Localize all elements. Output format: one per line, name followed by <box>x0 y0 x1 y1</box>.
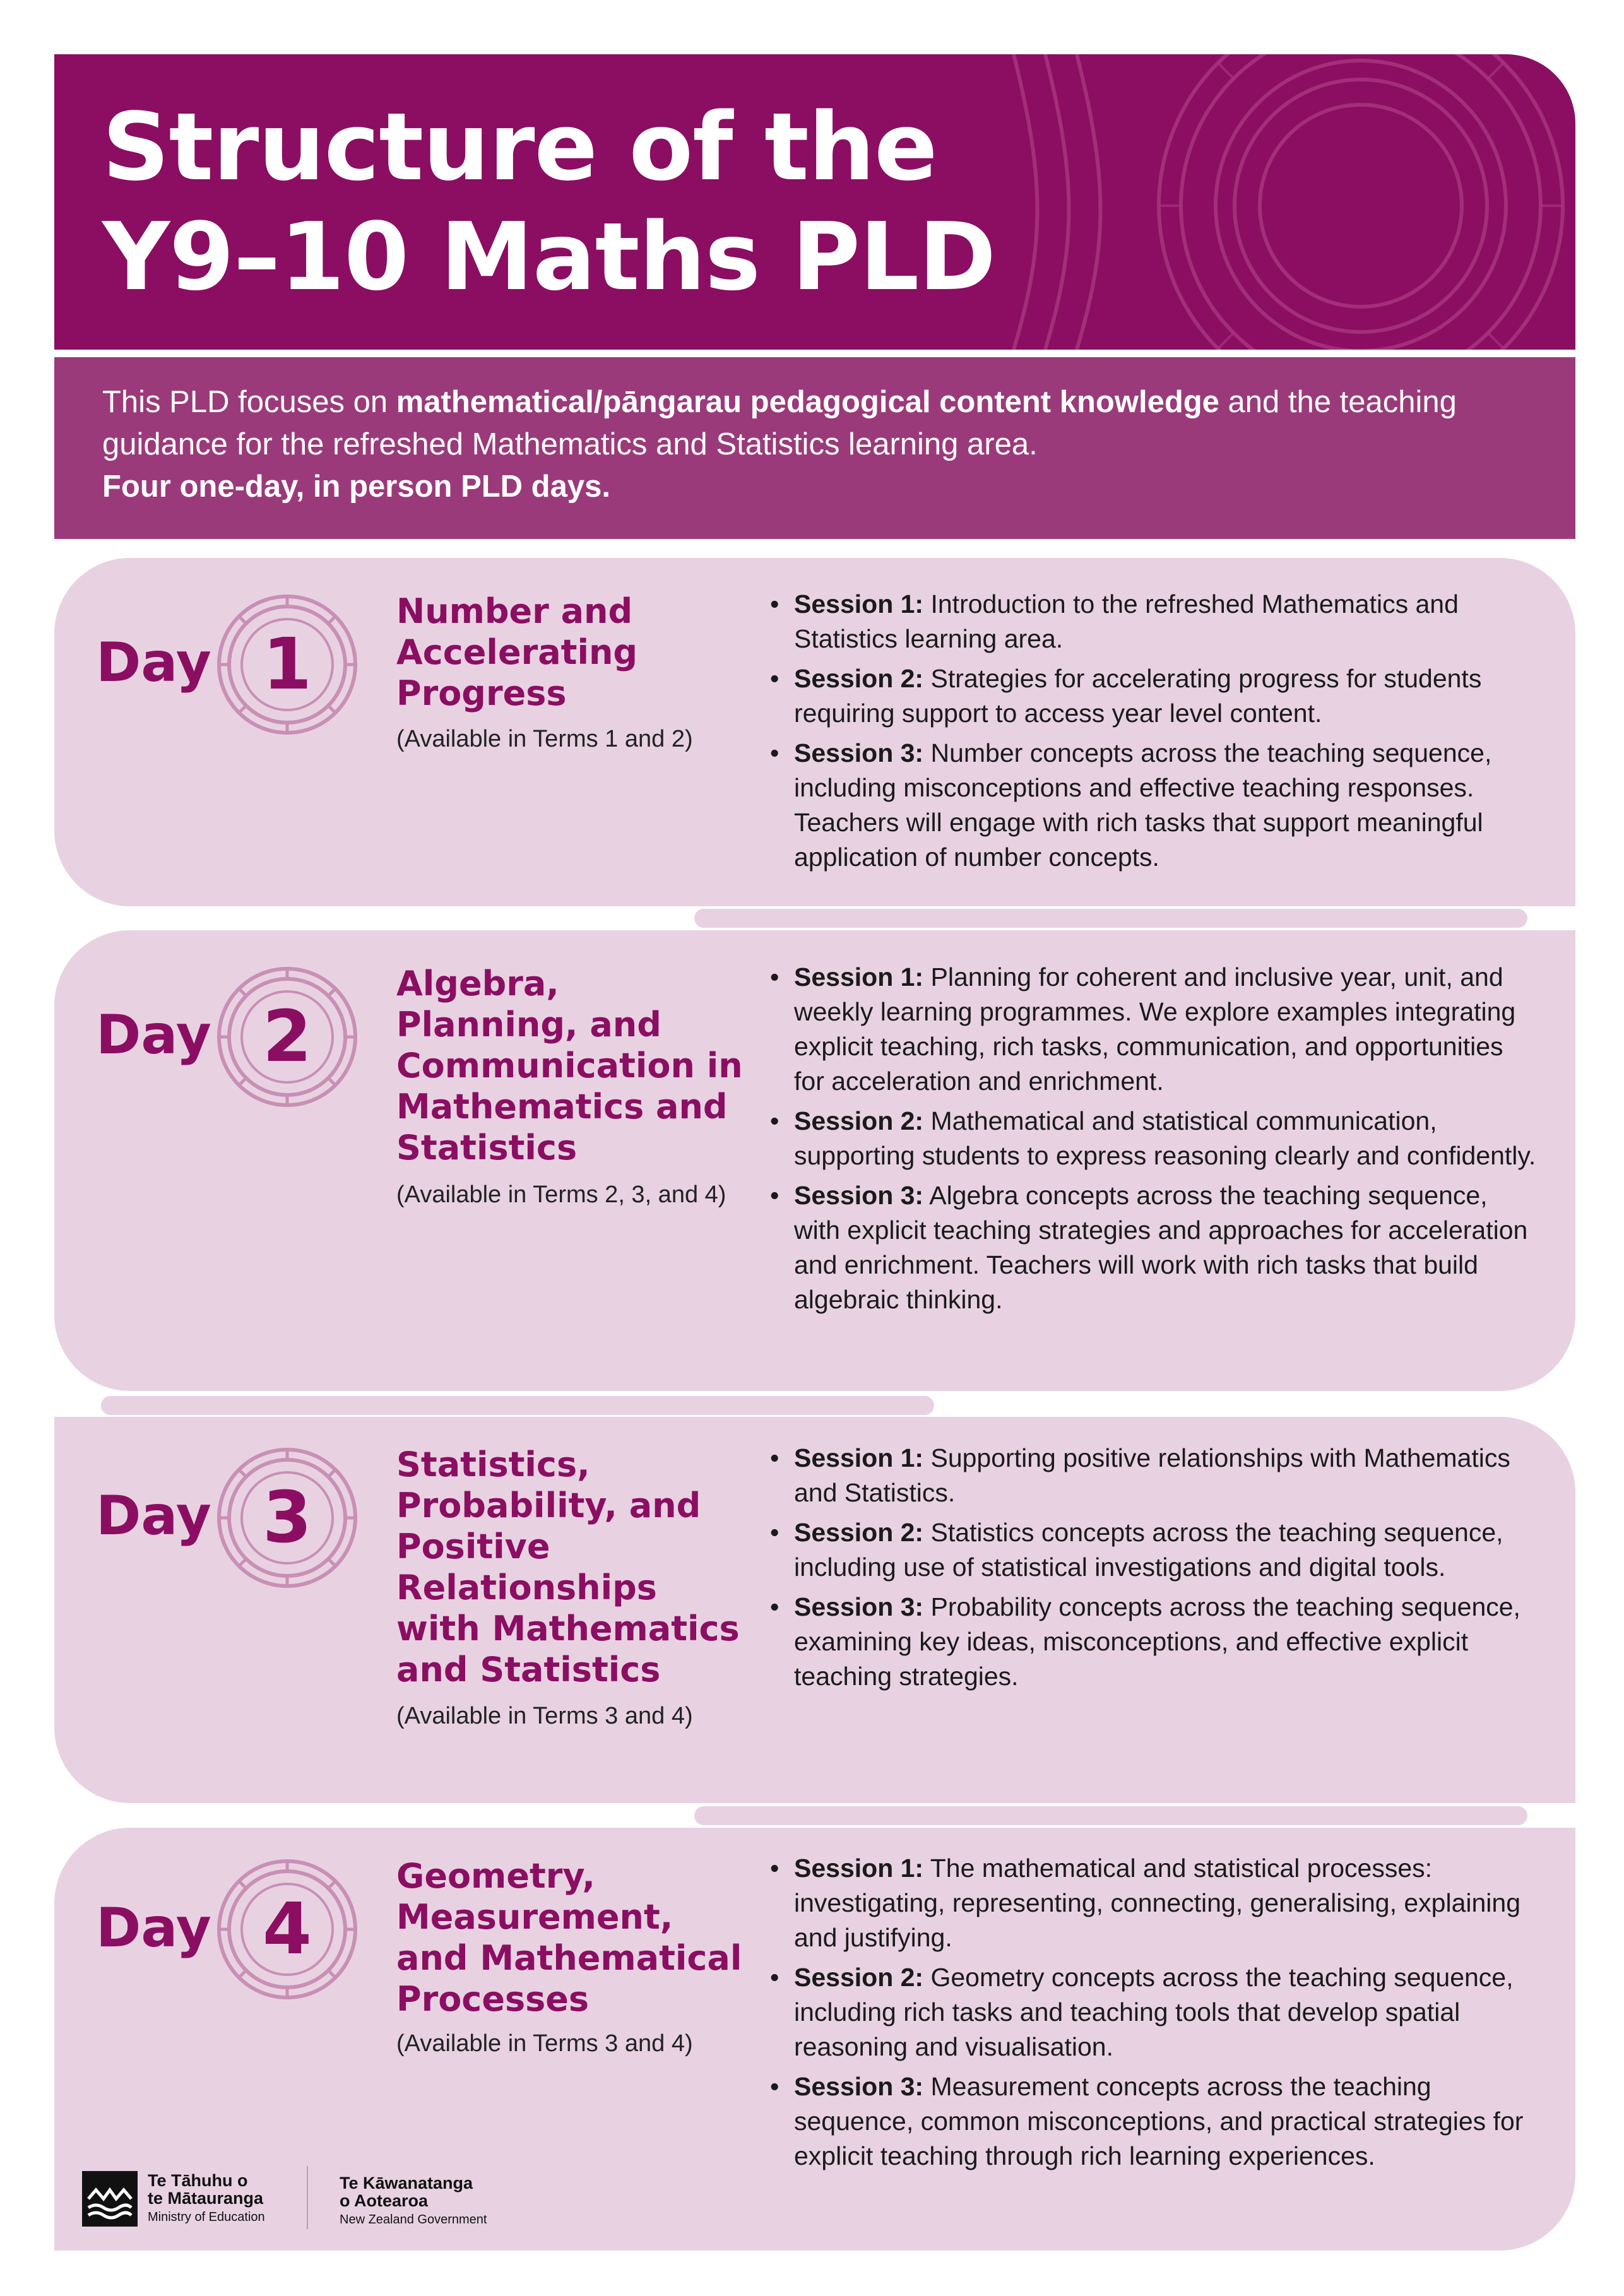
intro-bold-a: mathematical/pāngarau pedagogical content knowledge <box>396 385 1219 419</box>
ministry-line-2: te Mātauranga <box>148 2189 264 2208</box>
session-item <box>768 1851 1538 1955</box>
intro-text-b: and the teaching guidance for the refreshed Mathematics and Statistics learning area. <box>102 385 1457 461</box>
session-item <box>768 661 1538 731</box>
session-item <box>768 1590 1538 1694</box>
session-text: Introduction to the refreshed Mathematics and Statistics learning area. <box>794 589 1459 653</box>
day-label: Day <box>96 1484 211 1547</box>
session-item <box>768 1960 1538 2064</box>
page-title: Structure of the Y9–10 Maths PLD <box>102 93 996 311</box>
day-availability: (Available in Terms 2, 3, and 4) <box>396 1181 726 1208</box>
govt-line-2: o Aotearoa <box>340 2191 429 2210</box>
day-topic: Number and Accelerating Progress <box>396 591 638 713</box>
session-item <box>768 736 1538 875</box>
session-item <box>768 1515 1538 1585</box>
session-item <box>768 587 1538 656</box>
separator <box>694 1806 1527 1825</box>
day-number: 4 <box>263 1888 312 1970</box>
footer-divider <box>307 2166 308 2229</box>
session-name: Session 1: <box>794 962 924 991</box>
session-list <box>768 960 1538 1322</box>
day-topic: Statistics, Probability, and Positive Relationships with Mathematics and Statistics <box>396 1445 740 1689</box>
session-name: Session 3: <box>794 738 924 767</box>
session-name: Session 2: <box>794 1518 924 1547</box>
day-label: Day <box>96 1897 211 1960</box>
day-label: Day <box>96 631 211 694</box>
session-name: Session 2: <box>794 1963 924 1992</box>
day-availability: (Available in Terms 3 and 4) <box>396 1703 693 1729</box>
session-text: Mathematical and statistical communication, supporting students to express reasoning clearly and confidently. <box>794 1106 1536 1170</box>
day-number-badge <box>215 592 360 737</box>
session-text: Statistics concepts across the teaching sequence, including use of statistical investigations and digital tools. <box>794 1518 1503 1582</box>
session-text: Probability concepts across the teaching sequence, examining key ideas, misconceptions, and effective explicit teaching strategies. <box>794 1592 1520 1691</box>
day-number-badge <box>215 1857 360 2002</box>
day-availability: (Available in Terms 3 and 4) <box>396 2030 693 2057</box>
govt-line-1: Te Kāwanatanga <box>340 2174 473 2192</box>
session-text: Planning for coherent and inclusive year, unit, and weekly learning programmes. We explore examples integrating explicit teaching, rich tasks, communication, and opportunities for acceleration and enrichment. <box>794 962 1516 1096</box>
session-item <box>768 1441 1538 1510</box>
session-text: Algebra concepts across the teaching sequence, with explicit teaching strategies and approaches for acceleration and enrichment. Teachers will work with rich tasks that build algebraic thinking. <box>794 1181 1528 1314</box>
session-list <box>768 1441 1538 1699</box>
header-banner <box>54 54 1575 350</box>
session-text: Measurement concepts across the teaching sequence, common misconceptions, and practical strategies for explicit teaching through rich learning experiences. <box>794 2072 1524 2170</box>
session-item <box>768 960 1538 1099</box>
day-number: 3 <box>263 1477 312 1559</box>
ministry-logo-icon <box>82 2171 138 2227</box>
day-label: Day <box>96 1003 211 1067</box>
ministry-line-3: Ministry of Education <box>148 2210 265 2224</box>
day-number-badge <box>215 1445 360 1590</box>
session-name: Session 2: <box>794 664 924 693</box>
day-topic: Geometry, Measurement, and Mathematical Processes <box>396 1856 742 2019</box>
session-text: Number concepts across the teaching sequence, including misconceptions and effective teaching responses. Teachers will engage with rich tasks that support meaningful application of number concepts. <box>794 738 1492 872</box>
session-name: Session 3: <box>794 1592 924 1621</box>
ministry-name <box>148 2172 337 2226</box>
session-list <box>768 1851 1538 2179</box>
session-text: Strategies for accelerating progress for students requiring support to access year level content. <box>794 664 1482 728</box>
day-availability: (Available in Terms 1 and 2) <box>396 726 693 752</box>
session-name: Session 1: <box>794 1854 924 1883</box>
session-name: Session 3: <box>794 2072 924 2101</box>
session-text: Geometry concepts across the teaching sequence, including rich tasks and teaching tools that develop spatial reasoning and visualisation. <box>794 1963 1514 2061</box>
session-text: The mathematical and statistical processes: investigating, representing, connecting, generalising, explaining and justifying. <box>794 1854 1521 1952</box>
session-name: Session 3: <box>794 1181 924 1210</box>
intro-bold-b: Four one-day, in person PLD days. <box>102 470 610 504</box>
intro-banner <box>54 357 1575 539</box>
session-name: Session 1: <box>794 1443 924 1472</box>
session-text: Supporting positive relationships with Mathematics and Statistics. <box>794 1443 1510 1507</box>
day-number-badge <box>215 964 360 1110</box>
govt-name <box>340 2175 504 2228</box>
session-item <box>768 1104 1538 1173</box>
day-number: 2 <box>263 996 312 1078</box>
separator <box>694 909 1527 928</box>
separator <box>101 1396 934 1415</box>
session-list <box>768 587 1538 880</box>
session-name: Session 1: <box>794 589 924 618</box>
session-item <box>768 1178 1538 1317</box>
session-item <box>768 2069 1538 2174</box>
session-name: Session 2: <box>794 1106 924 1135</box>
day-number: 1 <box>263 624 312 706</box>
govt-line-3: New Zealand Government <box>340 2213 487 2227</box>
ministry-line-1: Te Tāhuhu o <box>148 2171 248 2190</box>
koru-pattern-icon <box>1007 54 1575 350</box>
intro-text-a: This PLD focuses on <box>102 385 396 419</box>
day-topic: Algebra, Planning, and Communication in Mathematics and Statistics <box>396 964 743 1168</box>
